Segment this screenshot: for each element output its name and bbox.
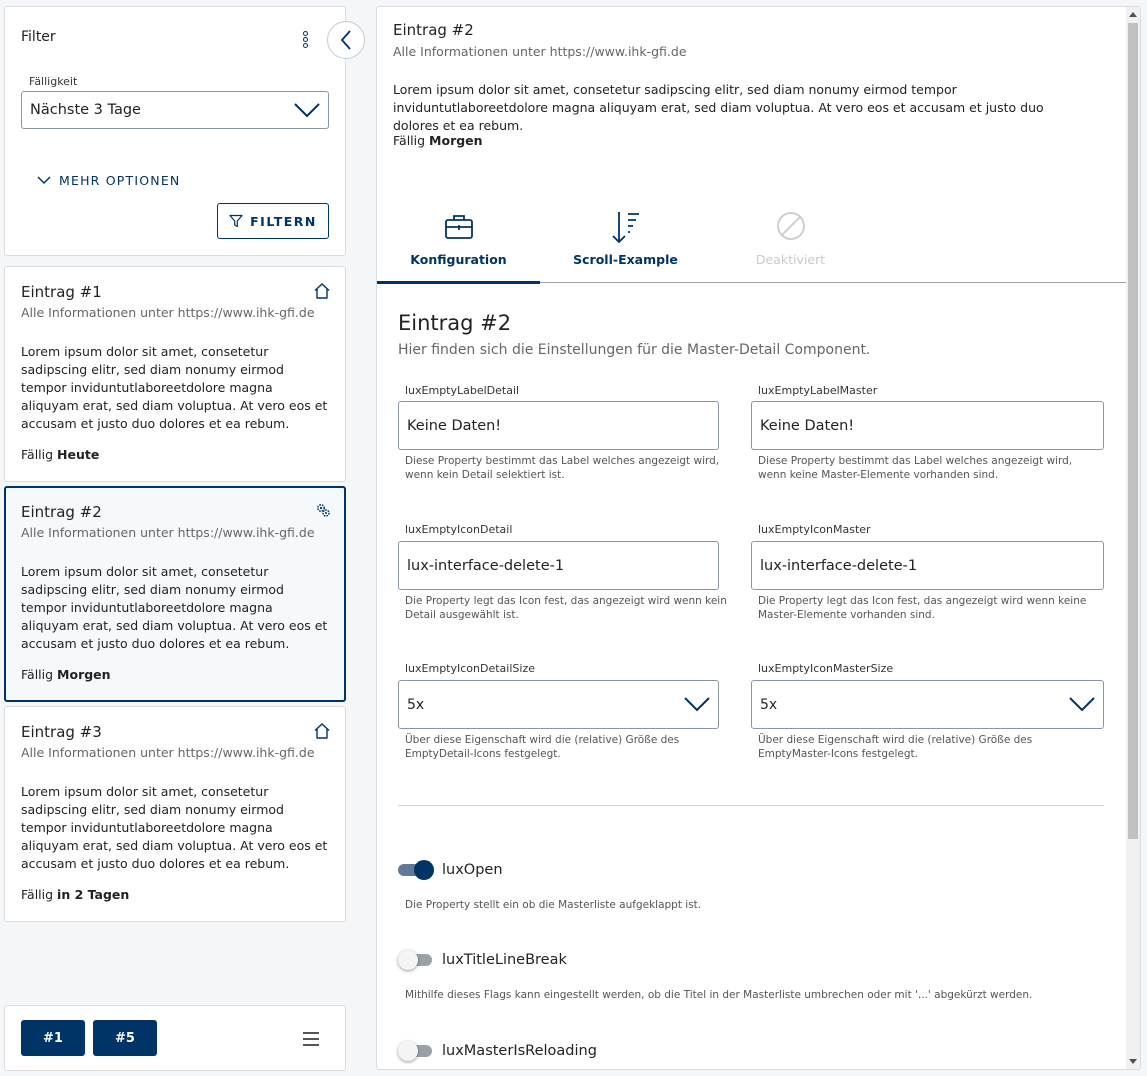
detail-subtitle: Alle Informationen unter https://www.ihk-gfi.de [393, 44, 687, 59]
detail-text: Lorem ipsum dolor sit amet, consetetur sadipscing elitr, sed diam nonumy eirmod tempor inviduntutlaboreetdolore magna aliquyam erat, sed diam voluptua. At vero eos et accusam et justo duo dolores et ea rebum. [393, 82, 1044, 133]
empty-label-detail-input[interactable] [398, 401, 719, 450]
due-prefix: Fällig [21, 887, 54, 902]
due-value: Heute [57, 447, 100, 462]
sort-descending-icon [611, 211, 641, 245]
master-list-item-selected[interactable] [4, 486, 346, 702]
entry-title: Eintrag #2 [21, 503, 102, 521]
due-prefix: Fällig [21, 667, 54, 682]
entry-subtitle: Alle Informationen unter https://www.ihk-gfi.de [21, 745, 315, 760]
funnel-icon [229, 214, 243, 228]
more-vert-icon[interactable] [303, 31, 311, 51]
tab-scroll-example[interactable] [544, 205, 707, 283]
filter-button-label: FILTERN [250, 213, 317, 229]
due-value: Morgen [429, 133, 483, 148]
due-value: in 2 Tagen [57, 887, 130, 902]
home-icon [313, 282, 331, 300]
empty-icon-detail-label: luxEmptyIconDetail [405, 523, 513, 536]
empty-icon-detail-size-label: luxEmptyIconDetailSize [405, 662, 535, 675]
empty-icon-master-size-label: luxEmptyIconMasterSize [758, 662, 894, 675]
home-icon [313, 722, 331, 740]
more-options-label: MEHR OPTIONEN [59, 173, 181, 188]
menu-icon[interactable] [303, 1032, 319, 1050]
due-value: Morgen [57, 667, 111, 682]
tab-label: Deaktiviert [755, 252, 826, 267]
due-label: Fälligkeit [29, 75, 78, 88]
empty-label-master-input[interactable] [751, 401, 1104, 450]
entry-title: Eintrag #1 [21, 283, 102, 301]
entry-subtitle: Alle Informationen unter https://www.ihk-gfi.de [21, 305, 315, 320]
filter-panel [4, 6, 346, 256]
lux-master-is-reloading-label: luxMasterIsReloading [442, 1043, 597, 1059]
lux-title-line-break-label: luxTitleLineBreak [442, 952, 567, 968]
empty-icon-master-size-hint: Über diese Eigenschaft wird die (relative) Größe des EmptyMaster-Icons festgelegt. [758, 734, 1033, 760]
lux-open-hint: Die Property stellt ein ob die Masterliste aufgeklappt ist. [405, 899, 702, 911]
empty-icon-master-input[interactable] [751, 541, 1104, 590]
tab-deaktiviert [709, 205, 872, 283]
filter-title: Filter [21, 29, 56, 45]
select-value: 5x [407, 697, 425, 713]
empty-label-detail-hint: Diese Property bestimmt das Label welches angezeigt wird, wenn kein Detail selektiert ist. [405, 455, 720, 481]
gears-icon [315, 502, 331, 518]
master-list-item[interactable] [4, 266, 346, 482]
entry-due [21, 887, 129, 902]
entry-text: Lorem ipsum dolor sit amet, consetetur sadipscing elitr, sed diam nonumy eirmod tempor inviduntutlaboreetdolore magna aliquyam erat, sed diam voluptua. At vero eos et accusam et justo duo dolores et ea rebum. [21, 564, 328, 651]
form-subtitle: Hier finden sich die Einstellungen für die Master-Detail Component. [398, 342, 871, 358]
empty-label-master-label: luxEmptyLabelMaster [758, 384, 878, 397]
detail-title: Eintrag #2 [393, 21, 474, 39]
due-select[interactable] [21, 91, 329, 129]
chevron-down-icon [684, 695, 710, 713]
select-value: 5x [760, 697, 778, 713]
input-value: lux-interface-delete-1 [407, 558, 565, 574]
input-value: Keine Daten! [760, 418, 855, 434]
chevron-down-icon [37, 176, 51, 185]
last-entry-button[interactable]: #5 [93, 1020, 157, 1056]
scrollbar-thumb[interactable] [1128, 23, 1138, 839]
scroll-up-arrow-icon[interactable] [1129, 12, 1137, 17]
collapse-master-button[interactable] [327, 21, 365, 59]
entry-title: Eintrag #3 [21, 723, 102, 741]
chevron-down-icon [294, 101, 320, 119]
input-value: Keine Daten! [407, 418, 502, 434]
empty-label-master-hint: Diese Property bestimmt das Label welches angezeigt wird, wenn keine Master-Elemente vorhanden sind. [758, 455, 1073, 481]
scroll-down-arrow-icon[interactable] [1129, 1059, 1137, 1064]
entry-subtitle: Alle Informationen unter https://www.ihk-gfi.de [21, 525, 315, 540]
briefcase-icon [444, 211, 474, 241]
entry-due [21, 667, 111, 682]
chevron-left-icon [340, 30, 352, 50]
tab-konfiguration[interactable] [377, 205, 540, 283]
tab-label: Konfiguration [410, 252, 507, 267]
empty-icon-master-size-select[interactable] [751, 680, 1104, 729]
entry-due [21, 447, 99, 462]
lux-open-toggle[interactable] [398, 860, 434, 880]
first-entry-button[interactable]: #1 [21, 1020, 85, 1056]
input-value: lux-interface-delete-1 [760, 558, 918, 574]
due-select-value: Nächste 3 Tage [30, 102, 141, 118]
empty-icon-master-label: luxEmptyIconMaster [758, 523, 871, 536]
empty-label-detail-label: luxEmptyLabelDetail [405, 384, 520, 397]
lux-open-label: luxOpen [442, 862, 503, 878]
detail-panel [376, 6, 1141, 1070]
tab-label: Scroll-Example [573, 252, 678, 267]
tab-bar [377, 205, 1127, 283]
divider [398, 805, 1104, 806]
entry-text: Lorem ipsum dolor sit amet, consetetur sadipscing elitr, sed diam nonumy eirmod tempor inviduntutlaboreetdolore magna aliquyam erat, sed diam voluptua. At vero eos et accusam et justo duo dolores et ea rebum. [21, 784, 328, 871]
due-prefix: Fällig [393, 133, 426, 148]
lux-title-line-break-hint: Mithilfe dieses Flags kann eingestellt werden, ob die Titel in der Masterliste umbrechen oder mit '...' abgekürzt werden. [405, 989, 1033, 1001]
empty-icon-detail-input[interactable] [398, 541, 719, 590]
entry-text: Lorem ipsum dolor sit amet, consetetur sadipscing elitr, sed diam nonumy eirmod tempor inviduntutlaboreetdolore magna aliquyam erat, sed diam voluptua. At vero eos et accusam et justo duo dolores et ea rebum. [21, 344, 328, 431]
form-title: Eintrag #2 [398, 311, 512, 335]
more-options-button[interactable] [37, 173, 180, 188]
empty-icon-master-hint: Die Property legt das Icon fest, das angezeigt wird wenn keine Master-Elemente vorhanden sind. [758, 595, 1087, 621]
filter-button[interactable] [217, 203, 329, 239]
chevron-down-icon [1069, 695, 1095, 713]
empty-icon-detail-size-select[interactable] [398, 680, 719, 729]
lux-master-is-reloading-toggle[interactable] [398, 1041, 434, 1061]
due-prefix: Fällig [21, 447, 54, 462]
empty-icon-detail-hint: Die Property legt das Icon fest, das angezeigt wird wenn kein Detail ausgewählt ist. [405, 595, 727, 621]
master-footer [4, 1005, 346, 1071]
lux-title-line-break-toggle[interactable] [398, 950, 434, 970]
empty-icon-detail-size-hint: Über diese Eigenschaft wird die (relative) Größe des EmptyDetail-Icons festgelegt. [405, 734, 680, 760]
detail-due [393, 133, 483, 148]
block-icon [776, 211, 806, 241]
master-list-item[interactable] [4, 706, 346, 922]
detail-scrollbar[interactable] [1126, 7, 1140, 1069]
